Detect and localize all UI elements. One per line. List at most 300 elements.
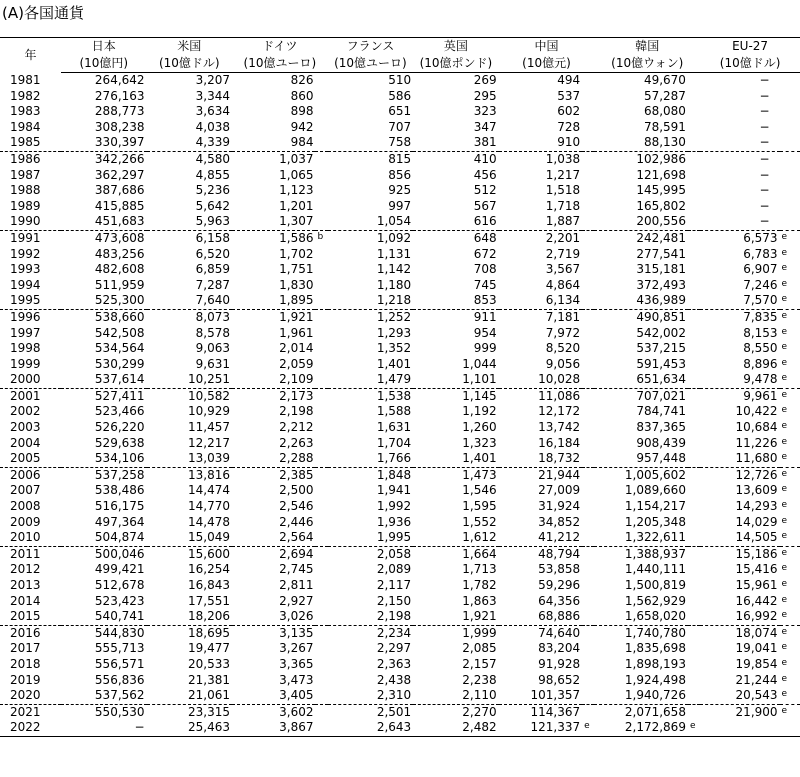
cell-year: 2000 <box>0 372 61 388</box>
footnote-korea <box>688 688 700 704</box>
cell-korea: 957,448 <box>594 451 688 467</box>
cell-uk: 1,782 <box>462 578 497 592</box>
footnote-eu27 <box>780 720 800 736</box>
footnote-germany <box>315 688 327 704</box>
footnote-korea <box>688 499 700 515</box>
cell-germany: 1,586 <box>279 230 314 245</box>
footnote-germany <box>315 609 327 625</box>
cell-china: 41,212 <box>499 530 582 546</box>
footnote-korea <box>688 404 700 420</box>
cell-japan: 288,773 <box>94 104 145 119</box>
footnote-eu27: e <box>781 405 788 416</box>
cell-usa: 10,929 <box>188 404 231 419</box>
cell-france: 1,054 <box>328 214 413 230</box>
footnote-eu27: e <box>781 484 788 495</box>
footnote-china <box>582 594 594 610</box>
footnote-korea <box>688 530 700 546</box>
cell-usa: 20,533 <box>188 656 231 671</box>
footnote-korea <box>688 89 700 105</box>
column-unit-china: (10億元) <box>499 55 595 73</box>
cell-usa: 21,381 <box>188 672 231 687</box>
cell-china: 8,520 <box>545 341 581 356</box>
cell-uk: 911 <box>473 309 497 324</box>
cell-japan: 556,571 <box>94 656 145 671</box>
footnote-china <box>582 135 594 151</box>
cell-year: 1994 <box>10 277 41 292</box>
footnote-korea <box>688 293 700 309</box>
cell-china: 68,886 <box>499 609 582 625</box>
cell-usa: 13,816 <box>188 467 231 482</box>
cell-china: 21,944 <box>538 467 581 482</box>
cell-eu27 <box>700 720 779 736</box>
cell-year: 1999 <box>10 356 41 371</box>
footnote-eu27 <box>780 120 800 136</box>
cell-usa: 9,063 <box>195 341 231 356</box>
cell-uk: 1,323 <box>462 435 497 450</box>
table-row <box>0 372 800 388</box>
footnote-china <box>582 436 594 452</box>
cell-uk: 1,101 <box>413 372 498 388</box>
table-row <box>0 326 800 342</box>
footnote-eu27: e <box>781 468 788 479</box>
cell-japan: 526,220 <box>94 420 145 435</box>
footnote-germany <box>315 657 327 673</box>
cell-china: 98,652 <box>538 672 581 687</box>
cell-china: 728 <box>557 119 581 134</box>
cell-france: 1,092 <box>376 230 412 245</box>
cell-japan: 362,297 <box>94 167 145 182</box>
footnote-eu27: e <box>781 326 788 337</box>
footnote-china <box>582 625 594 641</box>
cell-uk: 616 <box>413 214 498 230</box>
cell-france: 1,538 <box>376 388 412 403</box>
table-row <box>0 688 800 704</box>
column-header-japan: 日本 <box>61 38 146 56</box>
cell-korea: 707,021 <box>636 388 686 403</box>
table-row <box>0 262 800 278</box>
cell-france: 1,588 <box>376 404 412 419</box>
cell-france: 2,501 <box>376 704 412 719</box>
footnote-germany <box>315 641 327 657</box>
cell-germany: 2,263 <box>279 435 314 450</box>
cell-germany: 3,365 <box>279 656 314 671</box>
table-row <box>0 546 800 562</box>
cell-japan: 500,046 <box>94 546 145 561</box>
footnote-china <box>582 372 594 388</box>
cell-year: 1995 <box>0 293 61 309</box>
cell-korea: 542,002 <box>636 325 686 340</box>
footnote-germany <box>315 168 327 184</box>
column-header-china: 中国 <box>499 38 595 56</box>
table-row <box>0 293 800 309</box>
column-unit-eu27: (10億ドル) <box>700 55 800 73</box>
cell-eu27: 21,900 <box>735 704 778 719</box>
cell-china: 101,357 <box>499 688 582 704</box>
column-header-france: フランス <box>328 38 413 56</box>
footnote-korea <box>688 168 700 184</box>
cell-france: 1,142 <box>376 262 412 277</box>
footnote-eu27: e <box>781 342 788 353</box>
cell-usa: 21,061 <box>147 688 232 704</box>
cell-china: 34,852 <box>538 514 581 529</box>
footnote-korea <box>688 135 700 151</box>
table-row <box>0 404 800 420</box>
cell-uk: 1,612 <box>413 530 498 546</box>
footnote-eu27: e <box>781 247 788 258</box>
cell-germany: 1,065 <box>279 167 314 182</box>
cell-france: 2,363 <box>376 656 412 671</box>
cell-year: 1984 <box>10 119 41 134</box>
cell-japan: 264,642 <box>94 73 145 87</box>
cell-year: 2001 <box>10 388 41 403</box>
column-header-year: 年 <box>0 38 61 73</box>
cell-korea: 1,005,602 <box>624 467 686 482</box>
table-body <box>0 73 800 737</box>
cell-japan: 540,741 <box>61 609 146 625</box>
column-header-korea: 韓国 <box>594 38 700 56</box>
cell-france: 510 <box>388 73 412 87</box>
cell-germany: 1,921 <box>279 309 314 324</box>
cell-eu27: 6,573 <box>743 230 778 245</box>
cell-korea: 2,071,658 <box>624 704 686 719</box>
cell-china: 7,972 <box>545 325 581 340</box>
cell-uk: 648 <box>473 230 497 245</box>
footnote-china <box>582 278 594 294</box>
footnote-eu27: e <box>781 642 788 653</box>
table-row <box>0 483 800 499</box>
cell-germany: 3,135 <box>279 625 314 640</box>
cell-usa: 15,600 <box>188 546 231 561</box>
cell-japan: 537,562 <box>61 688 146 704</box>
cell-eu27: − <box>759 119 770 134</box>
cell-usa: 17,551 <box>188 593 231 608</box>
table-row <box>0 357 800 373</box>
table-row <box>0 199 800 215</box>
cell-japan: 534,564 <box>94 341 145 356</box>
cell-year: 1982 <box>10 88 41 103</box>
cell-japan: 537,614 <box>61 372 146 388</box>
cell-china: 74,640 <box>538 625 581 640</box>
cell-france: 2,438 <box>376 672 412 687</box>
cell-uk: 1,145 <box>462 388 497 403</box>
footnote-eu27: e <box>780 293 800 309</box>
footnote-eu27: e <box>781 421 788 432</box>
cell-eu27: 20,543 <box>700 688 779 704</box>
cell-france: 1,180 <box>376 277 412 292</box>
cell-korea: 1,562,929 <box>624 593 686 608</box>
table-row <box>0 420 800 436</box>
footnote-germany <box>315 704 327 720</box>
footnote-eu27: e <box>781 278 788 289</box>
cell-china: 27,009 <box>538 483 581 498</box>
cell-japan: 516,175 <box>94 499 145 514</box>
footnote-china <box>582 578 594 594</box>
cell-uk: 2,270 <box>462 704 497 719</box>
cell-year: 2009 <box>10 514 41 529</box>
cell-uk: 2,110 <box>413 688 498 704</box>
cell-korea: 1,835,698 <box>624 641 686 656</box>
footnote-germany: b <box>317 231 324 242</box>
table-row <box>0 89 800 105</box>
cell-japan: 473,608 <box>94 230 145 245</box>
cell-korea: 1,322,611 <box>594 530 688 546</box>
footnote-germany <box>315 262 327 278</box>
cell-germany: 1,201 <box>279 198 314 213</box>
cell-france: 2,643 <box>328 720 413 736</box>
cell-china: 59,296 <box>538 578 581 592</box>
footnote-eu27: e <box>781 547 788 558</box>
footnote-china <box>582 247 594 263</box>
footnote-germany <box>315 357 327 373</box>
cell-france: 1,995 <box>328 530 413 546</box>
cell-year: 2002 <box>10 404 41 419</box>
table-row <box>0 515 800 531</box>
footnote-china <box>582 451 594 467</box>
footnote-korea <box>688 562 700 578</box>
column-header-usa: 米国 <box>147 38 232 56</box>
cell-france: 856 <box>388 167 412 182</box>
footnote-china <box>582 199 594 215</box>
cell-germany: 2,059 <box>279 356 314 371</box>
cell-year: 1993 <box>10 262 41 277</box>
cell-germany: 2,927 <box>279 593 314 608</box>
cell-year: 2004 <box>10 435 41 450</box>
cell-china: 31,924 <box>538 499 581 514</box>
footnote-germany <box>315 625 327 641</box>
footnote-germany <box>315 73 327 89</box>
table-row <box>0 609 800 625</box>
cell-china: 16,184 <box>538 435 581 450</box>
table-row <box>0 230 800 246</box>
footnote-korea <box>688 625 700 641</box>
footnote-eu27: e <box>781 310 788 321</box>
cell-china: 1,217 <box>545 167 581 182</box>
footnote-eu27: e <box>780 451 800 467</box>
cell-eu27: − <box>759 151 770 166</box>
footnote-germany <box>315 278 327 294</box>
footnote-korea <box>688 357 700 373</box>
table-row <box>0 704 800 720</box>
cell-eu27: 10,684 <box>735 420 778 435</box>
cell-eu27: 15,416 <box>735 562 778 577</box>
cell-china: 10,028 <box>499 372 582 388</box>
footnote-korea <box>688 372 700 388</box>
cell-year: 1983 <box>10 104 41 119</box>
footnote-germany <box>315 247 327 263</box>
cell-korea: 537,215 <box>636 341 686 356</box>
footnote-eu27: e <box>781 657 788 668</box>
cell-year: 1998 <box>10 341 41 356</box>
cell-germany: 826 <box>290 73 314 87</box>
cell-uk: 347 <box>473 119 497 134</box>
footnote-germany <box>315 467 327 483</box>
cell-france: 815 <box>388 151 412 166</box>
cell-korea: 1,898,193 <box>624 656 686 671</box>
footnote-eu27: e <box>781 263 788 274</box>
footnote-china <box>582 214 594 230</box>
cell-year: 2003 <box>10 420 41 435</box>
cell-korea: 121,698 <box>636 167 686 182</box>
footnote-china <box>582 104 594 120</box>
cell-china: 6,134 <box>499 293 582 309</box>
cell-germany: 2,446 <box>279 514 314 529</box>
cell-japan: 530,299 <box>94 356 145 371</box>
cell-china: 7,181 <box>545 309 581 324</box>
table-row <box>0 388 800 404</box>
table-row <box>0 151 800 167</box>
cell-korea: 102,986 <box>636 151 686 166</box>
footnote-eu27: e <box>781 389 788 400</box>
footnote-germany <box>315 499 327 515</box>
footnote-china <box>582 515 594 531</box>
cell-eu27: 8,550 <box>743 341 778 356</box>
cell-japan: 504,874 <box>61 530 146 546</box>
cell-usa: 4,339 <box>147 135 232 151</box>
cell-usa: 12,217 <box>188 435 231 450</box>
cell-france: 707 <box>388 119 412 134</box>
table-row <box>0 578 800 594</box>
cell-uk: 1,999 <box>462 625 497 640</box>
cell-eu27: − <box>759 73 770 87</box>
cell-germany: 1,702 <box>279 246 314 261</box>
cell-germany: 860 <box>290 88 314 103</box>
cell-eu27: 6,907 <box>743 262 778 277</box>
cell-usa: 5,236 <box>195 183 231 198</box>
cell-korea: 145,995 <box>636 183 686 198</box>
cell-korea: 1,154,217 <box>624 499 686 514</box>
cell-germany: 2,288 <box>232 451 315 467</box>
cell-france: 2,150 <box>376 593 412 608</box>
cell-year: 1989 <box>10 198 41 213</box>
cell-france: 1,631 <box>376 420 412 435</box>
cell-china: 18,732 <box>499 451 582 467</box>
cell-japan: 512,678 <box>94 578 145 592</box>
footnote-korea <box>688 183 700 199</box>
cell-japan: 523,466 <box>94 404 145 419</box>
cell-china: 2,719 <box>545 246 581 261</box>
cell-france: 2,089 <box>376 562 412 577</box>
cell-uk: 745 <box>473 277 497 292</box>
footnote-eu27: e <box>781 436 788 447</box>
footnote-korea: e <box>688 720 700 736</box>
footnote-korea <box>688 673 700 689</box>
footnote-korea <box>688 436 700 452</box>
footnote-germany <box>315 151 327 167</box>
footnote-germany <box>315 293 327 309</box>
footnote-germany <box>315 578 327 594</box>
table-row <box>0 73 800 89</box>
cell-france: 2,058 <box>376 546 412 561</box>
cell-japan: 534,106 <box>61 451 146 467</box>
table-row <box>0 641 800 657</box>
cell-usa: 25,463 <box>147 720 232 736</box>
cell-eu27: − <box>700 135 779 151</box>
cell-germany: 1,961 <box>279 325 314 340</box>
cell-uk: 708 <box>473 262 497 277</box>
column-header-germany: ドイツ <box>232 38 328 56</box>
footnote-china <box>582 73 594 89</box>
cell-usa: 14,478 <box>188 514 231 529</box>
footnote-china <box>582 562 594 578</box>
footnote-korea <box>688 214 700 230</box>
cell-france: 1,218 <box>328 293 413 309</box>
cell-germany: 2,745 <box>279 562 314 577</box>
cell-eu27: 15,186 <box>735 546 778 561</box>
cell-germany: 1,123 <box>279 183 314 198</box>
table-row <box>0 183 800 199</box>
cell-usa: 23,315 <box>188 704 231 719</box>
cell-usa: 19,477 <box>188 641 231 656</box>
cell-eu27: 14,293 <box>735 499 778 514</box>
cell-year: 1996 <box>10 309 41 324</box>
cell-korea: 68,080 <box>643 104 686 119</box>
table-row <box>0 135 800 151</box>
cell-germany: 3,867 <box>232 720 315 736</box>
cell-eu27: 18,074 <box>735 625 778 640</box>
cell-france: 1,766 <box>328 451 413 467</box>
cell-usa: 10,582 <box>188 388 231 403</box>
footnote-germany <box>315 326 327 342</box>
table-row <box>0 104 800 120</box>
cell-japan: 550,530 <box>94 704 145 719</box>
cell-year: 1986 <box>10 151 41 166</box>
cell-germany: 2,546 <box>279 499 314 514</box>
column-unit-usa: (10億ドル) <box>147 55 232 73</box>
cell-china: 48,794 <box>538 546 581 561</box>
footnote-eu27: e <box>781 705 788 716</box>
cell-japan: 537,258 <box>94 467 145 482</box>
cell-year: 1997 <box>10 325 41 340</box>
cell-year: 2020 <box>0 688 61 704</box>
footnote-korea <box>688 704 700 720</box>
footnote-china <box>582 673 594 689</box>
footnote-eu27: e <box>780 530 800 546</box>
cell-eu27: − <box>700 214 779 230</box>
footnote-china <box>582 483 594 499</box>
cell-japan: 556,836 <box>94 672 145 687</box>
cell-usa: 16,254 <box>188 562 231 577</box>
cell-uk: 1,595 <box>462 499 497 514</box>
footnote-korea <box>688 657 700 673</box>
cell-korea: 88,130 <box>594 135 688 151</box>
cell-eu27: 8,896 <box>743 356 778 371</box>
table-row <box>0 562 800 578</box>
cell-uk: 1,044 <box>462 356 497 371</box>
cell-korea: 436,989 <box>594 293 688 309</box>
cell-china: 4,864 <box>545 277 581 292</box>
cell-france: 1,848 <box>376 467 412 482</box>
cell-japan: 538,486 <box>94 483 145 498</box>
cell-usa: 6,158 <box>195 230 231 245</box>
footnote-eu27 <box>780 89 800 105</box>
footnote-germany <box>315 89 327 105</box>
cell-china: 53,858 <box>538 562 581 577</box>
cell-germany: 3,405 <box>232 688 315 704</box>
cell-japan: 511,959 <box>94 277 145 292</box>
cell-year: 2006 <box>10 467 41 482</box>
cell-china: 1,038 <box>545 151 581 166</box>
cell-china: 1,887 <box>499 214 582 230</box>
cell-year: 1990 <box>0 214 61 230</box>
footnote-china <box>582 183 594 199</box>
footnote-korea <box>688 451 700 467</box>
cell-china: 83,204 <box>538 641 581 656</box>
footnote-germany <box>315 562 327 578</box>
footnote-china <box>582 609 594 625</box>
cell-year: 2007 <box>10 483 41 498</box>
cell-korea: 1,388,937 <box>624 546 686 561</box>
cell-korea: 591,453 <box>636 356 686 371</box>
